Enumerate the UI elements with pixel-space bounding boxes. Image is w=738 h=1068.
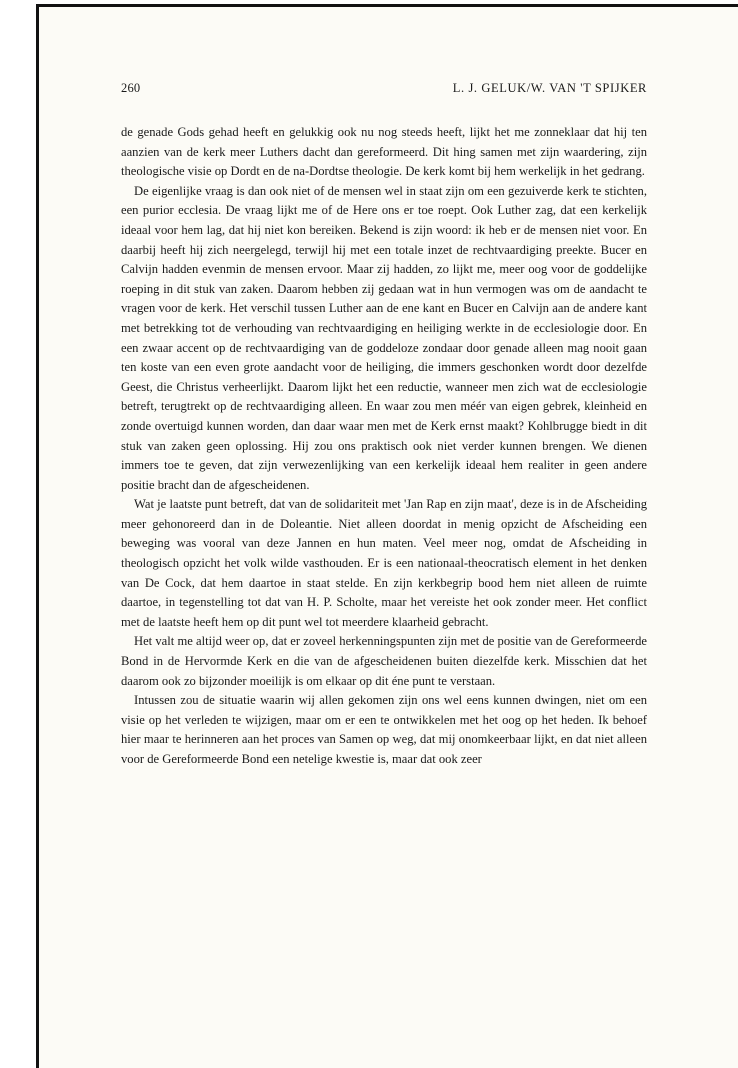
page-number: 260: [121, 81, 141, 95]
paragraph: De eigenlijke vraag is dan ook niet of de mensen wel in staat zijn om een gezuiverde kerk te stichten, een purior ecclesia. De vraag lijkt me of de Here ons er toe roept. Ook Luther zag, dat een kerkelijk ideaal voor hem lag, dat hij niet kon bereiken. Bekend is zijn woord: ik heb er de mensen niet voor. En daarbij heeft hij zich neergelegd, terwijl hij met een totale inzet de rechtvaardiging preekte. Bucer en Calvijn hadden evenmin de mensen ervoor. Maar zij hadden, zo lijkt me, meer oog voor de goddelijke roeping in dit stuk van zaken. Daarom hebben zij gedaan wat in hun vermogen was om de aandacht te vragen voor de kerk. Het verschil tussen Luther aan de ene kant en Bucer en Calvijn aan de andere kant met betrekking tot de verhouding van rechtvaardiging en heiliging werkte in de ecclesiologie door. En een zwaar accent op de rechtvaardiging van de goddeloze zondaar door genade alleen mag nooit gaan ten koste van een even grote aandacht voor de heiliging, die immers geschonken wordt door dezelfde Geest, die Christus verheerlijkt. Daarom lijkt het een reductie, wanneer men zich wat de ecclesiologie betreft, terugtrekt op de rechtvaardiging alleen. En waar zou men méér van eigen gebrek, kleinheid en zonde overtuigd kunnen worden, dan daar waar men met de Kerk ernst maakt? Kohlbrugge biedt in dit stuk van zaken geen oplossing. Hij zou ons praktisch ook niet verder kunnen brengen. We dienen immers toe te geven, dat zijn verwezenlijking van een kerkelijk ideaal hem realiter in geen andere positie bracht dan de afgescheidenen.: [121, 183, 647, 492]
paragraph-continued: de genade Gods gehad heeft en gelukkig ook nu nog steeds heeft, lijkt het me zonneklaar dat hij ten aanzien van de kerk meer Luthers dacht dan gereformeerd. Dit hing samen met zijn waardering, zijn theologische visie op Dordt en de na-Dordtse theologie. De kerk komt bij hem werkelijk in het gedrang.: [121, 125, 647, 179]
running-head: L. J. GELUK/W. VAN 'T SPIJKER: [452, 81, 647, 95]
paragraph: Intussen zou de situatie waarin wij allen gekomen zijn ons wel eens kunnen dwingen, niet om een visie op het verleden te wijzigen, maar om er een te ontwikkelen met het oog op het heden. Ik behoef hier maar te herinneren aan het proces van Samen op weg, dat mij onomkeerbaar lijkt, en dat niet alleen voor de Gereformeerde Bond een netelige kwestie is, maar dat ook zeer: [121, 693, 647, 766]
paragraph: Wat je laatste punt betreft, dat van de solidariteit met 'Jan Rap en zijn maat', deze is in de Afscheiding meer gehonoreerd dan in de Doleantie. Niet alleen doordat in menig opzicht de Afscheiding een beweging was vooral van deze Jannen en hun maten. Veel meer nog, omdat de Afscheiding in theologisch opzicht het volk wilde vasthouden. Er is een nationaal-theocratisch element in het denken van De Cock, dat hem daartoe in staat stelde. En zijn kerkbegrip bood hem niet alleen de ruimte daartoe, in tegenstelling tot dat van H. P. Scholte, maar het vereiste het ook zonder meer. Het conflict met de laatste heeft hem op dit punt wel tot meerdere klaarheid gebracht.: [121, 497, 647, 629]
paragraph: Het valt me altijd weer op, dat er zoveel herkenningspunten zijn met de positie van de Gereformeerde Bond in de Hervormde Kerk en die van de afgescheidenen buiten diezelfde kerk. Misschien dat het daarom ook zo bijzonder moeilijk is om elkaar op dit éne punt te verstaan.: [121, 634, 647, 688]
page-header: [121, 81, 647, 101]
body-text: [121, 123, 647, 770]
scanned-page: [36, 4, 738, 1068]
